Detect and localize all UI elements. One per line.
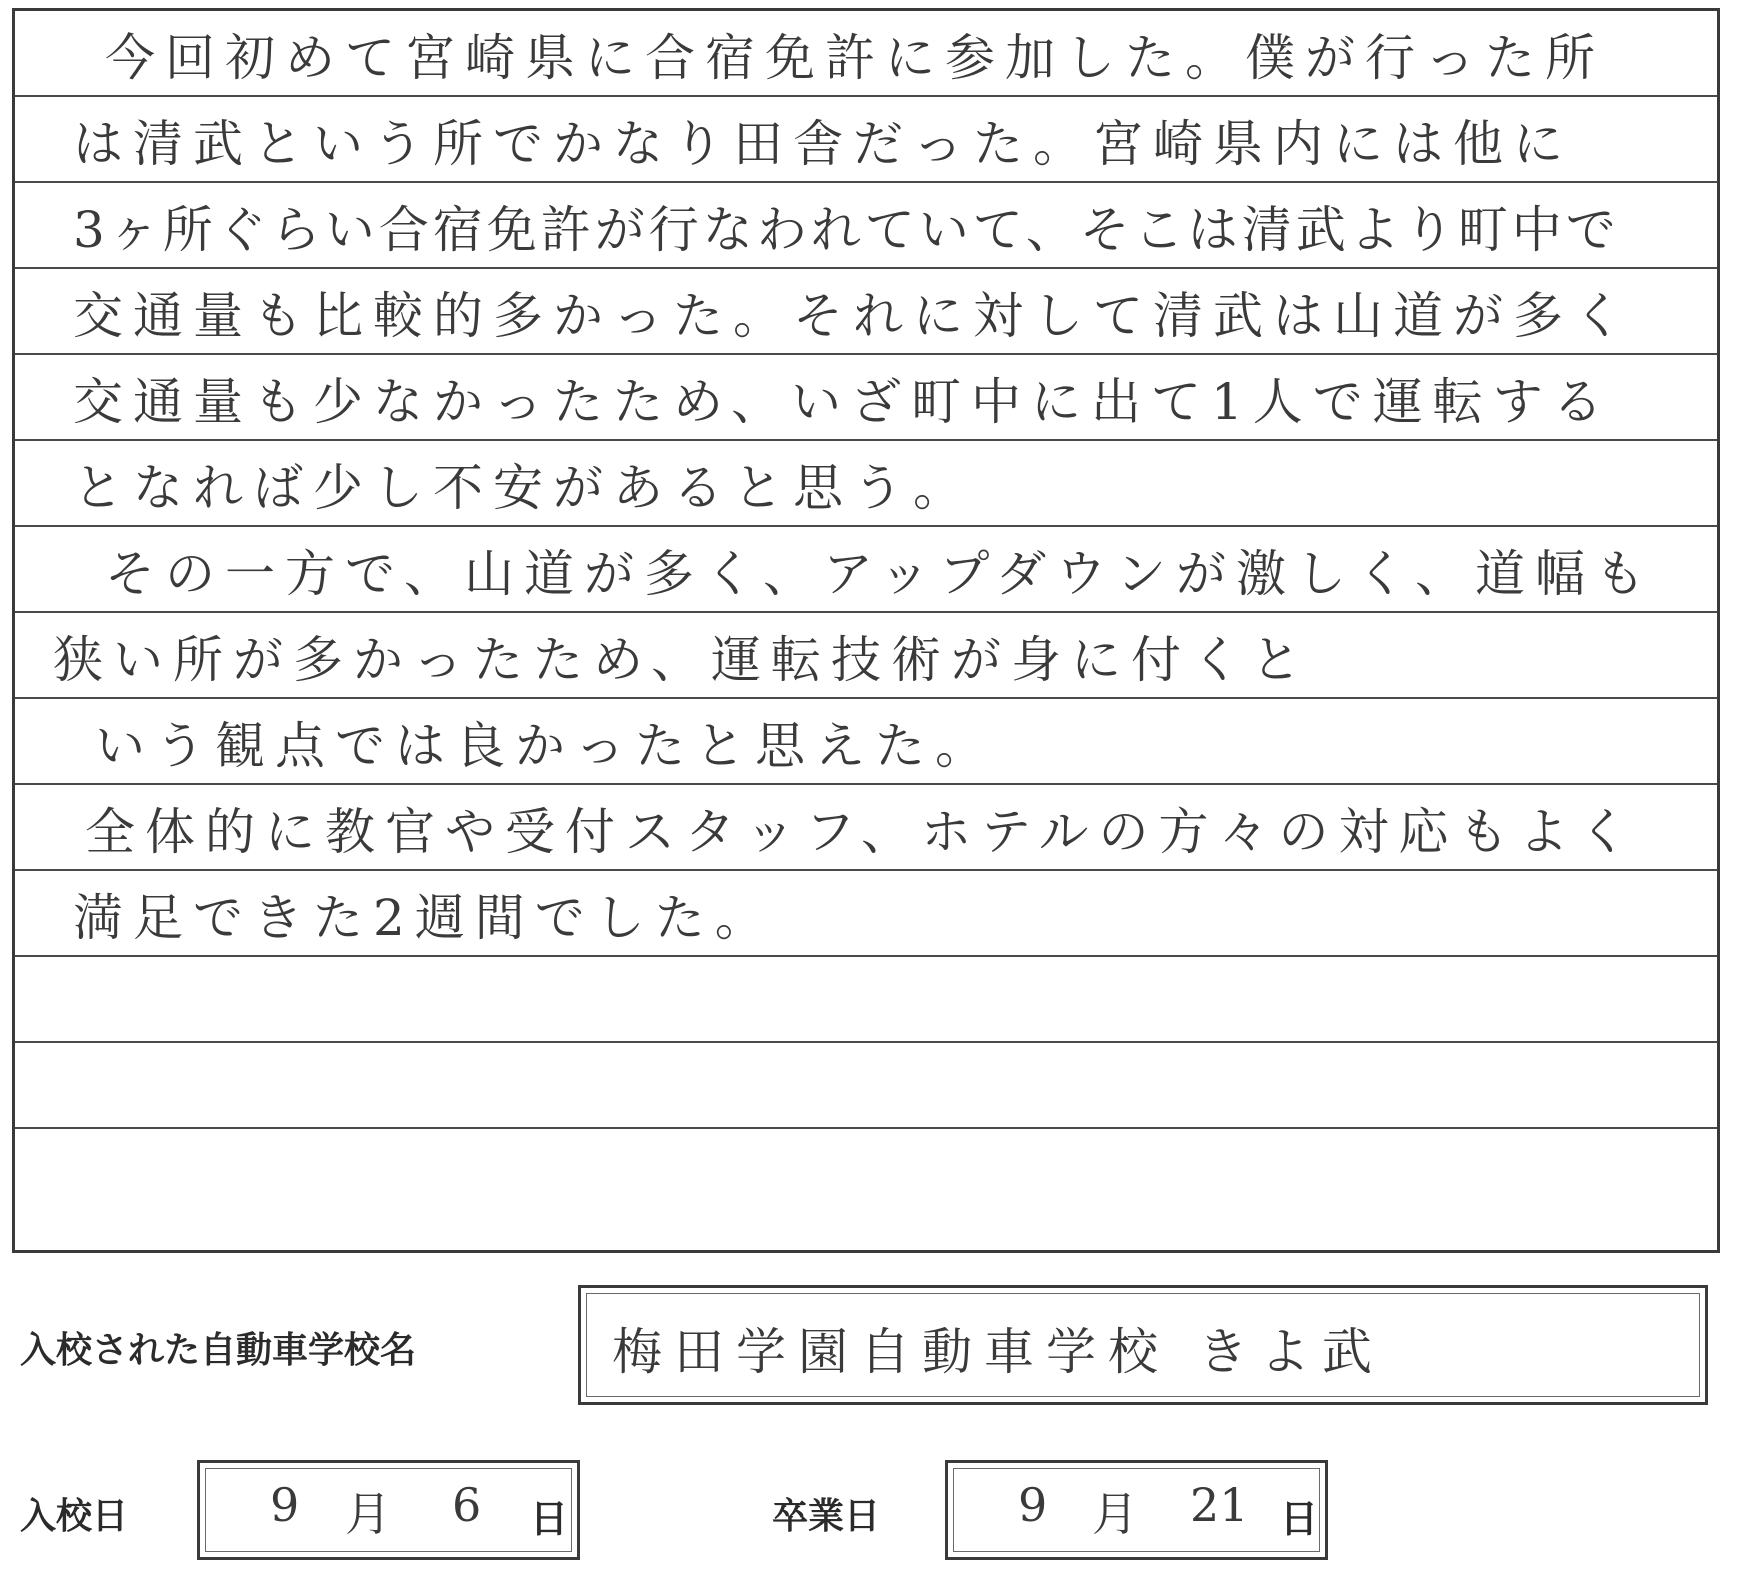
entry-date-label: 入校日 xyxy=(20,1496,129,1537)
essay-line-11: 満足できた2週間でした。 xyxy=(73,889,775,947)
essay-line-10: 全体的に教官や受付スタッフ、ホテルの方々の対応もよく xyxy=(85,803,1639,861)
essay-line-5: 交通量も少なかったため、いざ町中に出て1人で運転する xyxy=(73,373,1613,431)
essay-line-9: いう観点では良かったと思えた。 xyxy=(95,717,995,775)
graduation-day-value: 21 xyxy=(1190,1478,1249,1532)
essay-line-1: 今回初めて宮崎県に合宿免許に参加した。僕が行った所 xyxy=(105,29,1605,87)
essay-sheet xyxy=(12,8,1720,1253)
graduation-month-value: 9 xyxy=(1018,1478,1048,1532)
school-name-value: 梅田学園自動車学校 きよ武 xyxy=(612,1323,1384,1381)
entry-day-value: 6 xyxy=(452,1478,482,1532)
entry-day-unit: 日 xyxy=(530,1497,569,1541)
essay-line-14 xyxy=(15,1129,1717,1215)
entry-month-value: 9 xyxy=(270,1478,300,1532)
entry-month-unit: 月 xyxy=(345,1487,391,1541)
graduation-date-label: 卒業日 xyxy=(772,1496,881,1537)
essay-line-3: 3ヶ所ぐらい合宿免許が行なわれていて、そこは清武より町中で xyxy=(73,201,1620,259)
essay-line-13 xyxy=(15,1043,1717,1129)
essay-line-12 xyxy=(15,957,1717,1043)
essay-line-8: 狭い所が多かったため、運転技術が身に付くと xyxy=(53,631,1311,689)
essay-line-7: その一方で、山道が多く、アップダウンが激しく、道幅も xyxy=(105,545,1655,603)
graduation-day-unit: 日 xyxy=(1280,1497,1319,1541)
graduation-month-unit: 月 xyxy=(1092,1487,1138,1541)
essay-line-2: は清武という所でかなり田舎だった。宮崎県内には他に xyxy=(73,115,1573,173)
essay-line-4: 交通量も比較的多かった。それに対して清武は山道が多く xyxy=(73,287,1633,345)
essay-line-6: となれば少し不安があると思う。 xyxy=(73,459,973,517)
school-name-label: 入校された自動車学校名 xyxy=(20,1330,417,1371)
